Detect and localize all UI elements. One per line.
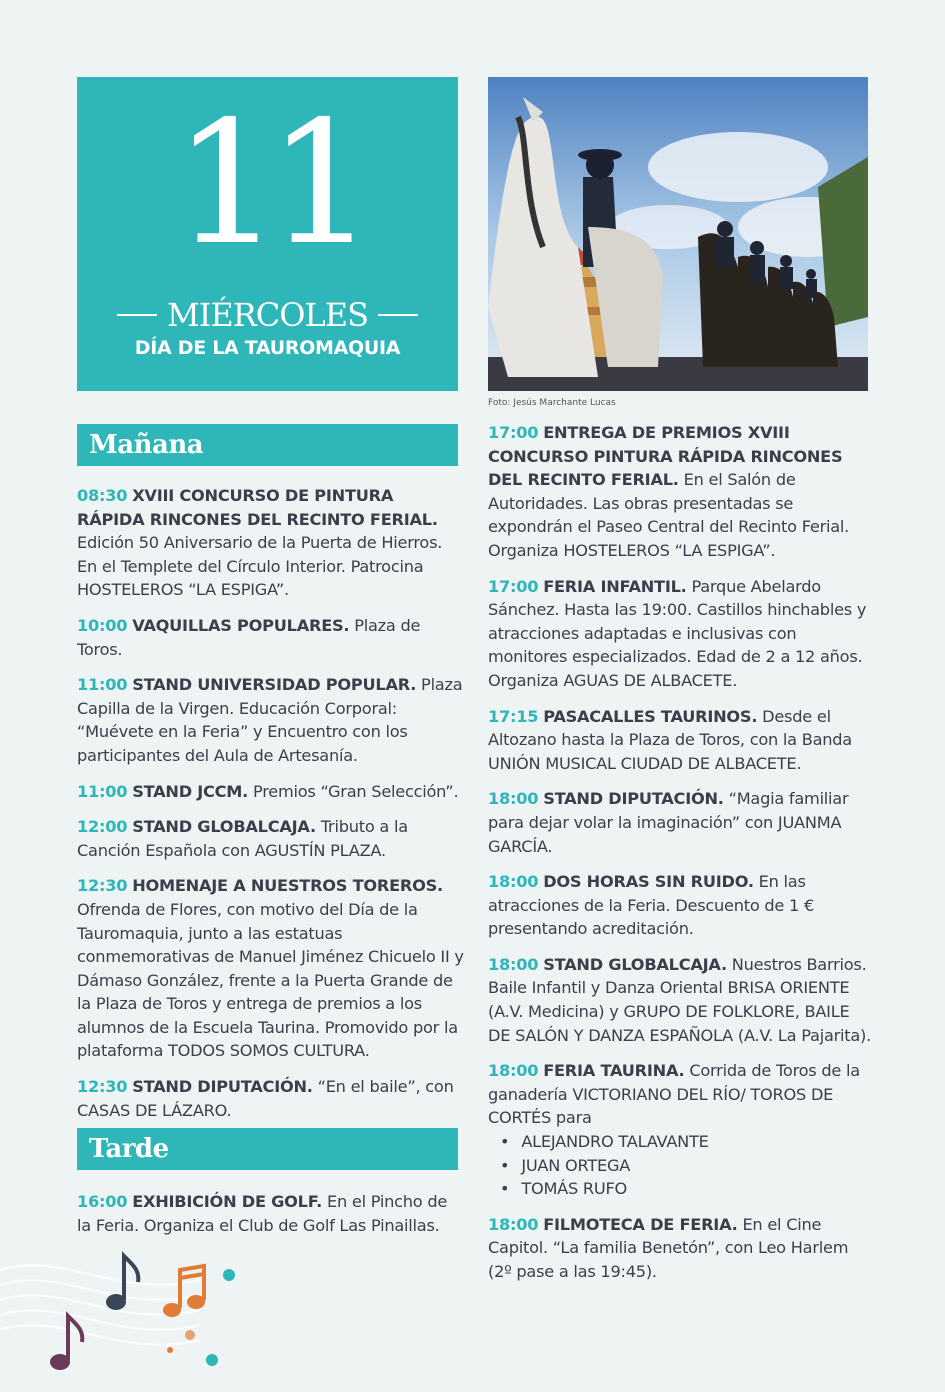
event-title: FILMOTECA DE FERIA. bbox=[543, 1214, 738, 1234]
morning-events bbox=[77, 484, 465, 1134]
divider bbox=[378, 314, 418, 316]
event-description: Desde el Altozano hasta la Plaza de Toros, con la Banda UNIÓN MUSICAL CIUDAD DE ALBACETE. bbox=[488, 706, 852, 773]
event-title: ENTREGA DE PREMIOS XVIII CONCURSO PINTURA RÁPIDA RINCONES DEL RECINTO FERIAL. bbox=[488, 423, 843, 490]
event-item bbox=[488, 870, 873, 941]
weekday-line bbox=[77, 295, 458, 335]
event-title: DOS HORAS SIN RUIDO. bbox=[543, 872, 754, 892]
event-description: “Magia familiar para dejar volar la imaginación” con JUANMA GARCÍA. bbox=[488, 789, 849, 856]
event-time: 18:00 bbox=[488, 789, 539, 809]
event-time: 08:30 bbox=[77, 486, 128, 505]
event-item bbox=[488, 705, 873, 776]
event-item bbox=[488, 421, 873, 563]
event-item bbox=[77, 673, 465, 767]
event-item bbox=[488, 1213, 873, 1284]
event-item bbox=[77, 484, 465, 602]
event-description: Plaza de Toros. bbox=[77, 615, 421, 659]
event-time: 17:00 bbox=[488, 423, 539, 442]
event-description: Corrida de Toros de la ganadería VICTORIANO DEL RÍO/ TOROS DE CORTÉS para bbox=[488, 1061, 860, 1128]
event-description: Nuestros Barrios. Baile Infantil y Danza Oriental BRISA ORIENTE (A.V. Medicina) y GRUPO DE FOLKLORE, BAILE DE SALÓN Y DANZA ESPAÑOLA (A.V. La Pajarita). bbox=[488, 954, 872, 1045]
list-item: • TOMÁS RUFO bbox=[500, 1177, 873, 1201]
event-item bbox=[77, 815, 465, 862]
section-morning-heading: Mañana bbox=[77, 424, 458, 466]
event-time: 12:00 bbox=[77, 817, 128, 837]
event-item bbox=[77, 1075, 465, 1122]
event-title: STAND DIPUTACIÓN. bbox=[543, 789, 724, 809]
photo-credit: Foto: Jesús Marchante Lucas bbox=[488, 398, 616, 408]
event-description: Premios “Gran Selección”. bbox=[248, 781, 459, 801]
section-afternoon-heading: Tarde bbox=[77, 1128, 458, 1170]
date-header bbox=[77, 77, 458, 391]
event-description: En el Cine Capitol. “La familia Benetón”, con Leo Harlem (2º pase a las 19:45). bbox=[488, 1214, 849, 1281]
event-title: STAND DIPUTACIÓN. bbox=[132, 1077, 313, 1097]
event-item bbox=[488, 787, 873, 858]
event-description: “En el baile”, con CASAS DE LÁZARO. bbox=[77, 1077, 454, 1120]
event-description: Ofrenda de Flores, con motivo del Día de la Tauromaquia, junto a las estatuas conmemorativas de Manuel Jiménez Chicuelo II y Dámaso González, frente a la Puerta Grande de la Plaza de Toros y entrega de premios a los alumnos de la Escuela Taurina. Promovido por la plataforma TODOS SOMOS CULTURA. bbox=[77, 899, 464, 1061]
event-time: 18:00 bbox=[488, 1061, 539, 1081]
list-item: • ALEJANDRO TALAVANTE bbox=[500, 1130, 873, 1154]
event-title: PASACALLES TAURINOS. bbox=[543, 706, 758, 726]
event-time: 12:30 bbox=[77, 1077, 128, 1097]
event-title: FERIA INFANTIL. bbox=[543, 576, 687, 596]
event-item bbox=[77, 874, 465, 1063]
event-time: 18:00 bbox=[488, 954, 539, 974]
event-time: 17:15 bbox=[488, 706, 539, 726]
event-item bbox=[488, 575, 873, 693]
music-notes-decoration bbox=[0, 1240, 260, 1388]
event-time: 11:00 bbox=[77, 675, 128, 695]
event-item bbox=[77, 1190, 465, 1237]
event-description: Edición 50 Aniversario de la Puerta de Hierros. En el Templete del Círculo Interior. Patrocina HOSTELEROS “LA ESPIGA”. bbox=[77, 533, 443, 600]
event-item bbox=[488, 953, 873, 1047]
day-theme: DÍA DE LA TAUROMAQUIA bbox=[134, 337, 401, 359]
weekday: MIÉRCOLES bbox=[166, 296, 369, 334]
event-title: HOMENAJE A NUESTROS TOREROS. bbox=[132, 876, 443, 896]
afternoon-events-right bbox=[488, 421, 873, 1296]
event-title: STAND UNIVERSIDAD POPULAR. bbox=[132, 675, 417, 695]
horse-riders-photo bbox=[488, 77, 868, 391]
event-title: STAND JCCM. bbox=[132, 781, 249, 801]
event-title: STAND GLOBALCAJA. bbox=[132, 817, 316, 837]
event-title: VAQUILLAS POPULARES. bbox=[132, 615, 350, 635]
event-time: 18:00 bbox=[488, 1214, 539, 1234]
event-title: XVIII CONCURSO DE PINTURA RÁPIDA RINCONES DEL RECINTO FERIAL. bbox=[77, 486, 438, 529]
event-title: STAND GLOBALCAJA. bbox=[543, 954, 727, 974]
event-description: Plaza Capilla de la Virgen. Educación Corporal: “Muévete en la Feria” y Encuentro con los participantes del Aula de Artesanía. bbox=[77, 675, 463, 765]
day-number: 11 bbox=[173, 85, 362, 283]
event-time: 10:00 bbox=[77, 615, 128, 635]
eighth-note-icon bbox=[50, 1316, 82, 1370]
bullfighter-list bbox=[488, 1130, 873, 1201]
list-item: • JUAN ORTEGA bbox=[500, 1154, 873, 1178]
event-time: 16:00 bbox=[77, 1192, 128, 1211]
event-title: EXHIBICIÓN DE GOLF. bbox=[132, 1192, 323, 1211]
event-description: Tributo a la Canción Española con AGUSTÍN PLAZA. bbox=[77, 817, 408, 860]
event-time: 17:00 bbox=[488, 576, 539, 596]
event-description: En el Salón de Autoridades. Las obras presentadas se expondrán el Paseo Central del Recinto Ferial. Organiza HOSTELEROS “LA ESPIGA”. bbox=[488, 470, 850, 560]
event-description: En el Pincho de la Feria. Organiza el Club de Golf Las Pinaillas. bbox=[77, 1192, 448, 1235]
event-item bbox=[488, 1059, 873, 1201]
event-title: FERIA TAURINA. bbox=[543, 1061, 685, 1081]
event-description: Parque Abelardo Sánchez. Hasta las 19:00. Castillos hinchables y atracciones adaptadas e inclusivas con monitores especializados. Edad de 2 a 12 años. Organiza AGUAS DE ALBACETE. bbox=[488, 576, 867, 690]
event-item bbox=[77, 780, 465, 804]
divider bbox=[117, 314, 157, 316]
event-time: 11:00 bbox=[77, 781, 128, 801]
event-time: 18:00 bbox=[488, 872, 539, 892]
event-time: 12:30 bbox=[77, 876, 128, 896]
event-item bbox=[77, 614, 465, 661]
event-description: En las atracciones de la Feria. Descuento de 1 € presentando acreditación. bbox=[488, 872, 815, 939]
